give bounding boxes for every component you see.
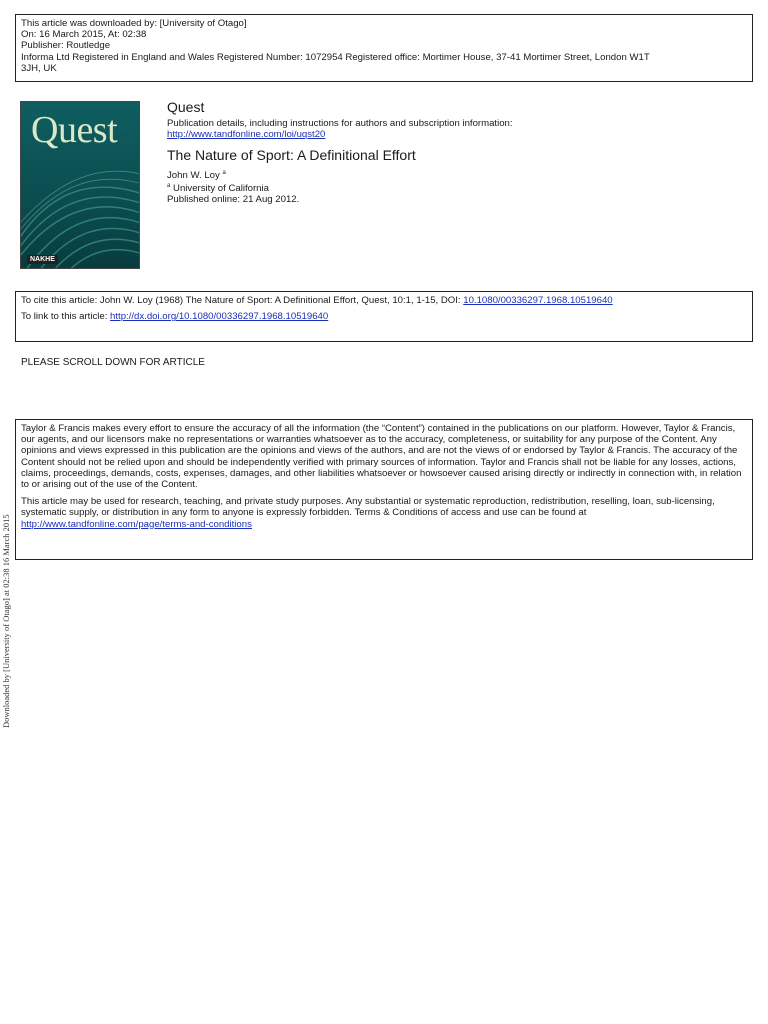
article-title: The Nature of Sport: A Definitional Effort: [167, 147, 416, 163]
doi-link[interactable]: 10.1080/00336297.1968.10519640: [463, 295, 613, 306]
citation-box: [15, 291, 753, 342]
download-line-3: Publisher: Routledge: [21, 40, 111, 52]
download-line-4: Informa Ltd Registered in England and Wales Registered Number: 1072954 Registered office: Mortimer House, 37-41 Mortimer Street, London W1T: [21, 51, 650, 63]
published-date: Published online: 21 Aug 2012.: [167, 194, 300, 205]
author-superscript: a: [222, 170, 226, 176]
affiliation-line: [167, 181, 737, 194]
disclaimer-box: [15, 419, 753, 560]
cover-title: Quest: [31, 109, 118, 151]
article-url-link[interactable]: http://dx.doi.org/10.1080/00336297.1968.10519640: [110, 311, 329, 323]
journal-link[interactable]: http://www.tandfonline.com/loi/uqst20: [167, 129, 326, 140]
cite-text: To cite this article: John W. Loy (1968) The Nature of Sport: A Definitional Effort, Quest, 10:1, 1-15, DOI:: [21, 295, 464, 306]
download-line-1: This article was downloaded by: [University of Otago]: [21, 18, 247, 29]
journal-name: Quest: [167, 99, 205, 115]
scroll-down-note: PLEASE SCROLL DOWN FOR ARTICLE: [21, 357, 205, 368]
journal-cover-image: [20, 101, 140, 269]
disclaimer-paragraph-2-text: This article may be used for research, teaching, and private study purposes. Any substantial or systematic reproduction, redistribution, reselling, loan, sub-licensing, systematic supply, or distribution in any form to anyone is expressly forbidden. Terms & Conditions of access and use can be found at: [21, 496, 715, 519]
disclaimer-paragraph-1: Taylor & Francis makes every effort to ensure the accuracy of all the information (the “Content”) contained in the publications on our platform. However, Taylor & Francis, our agents, and our licensors make no representations or warranties whatsoever as to the accuracy, completeness, or suitability for any purpose of the Content. Any opinions and views expressed in this publication are the opinions and views of the authors, and are not the views of or endorsed by Taylor & Francis. The accuracy of the Content should not be relied upon and should be independently verified with primary sources of information. Taylor and Francis shall not be liable for any losses, actions, claims, proceedings, demands, costs, expenses, damages, and other liabilities whatsoever or howsoever caused arising directly or indirectly in connection with, in relation to or arising out of the use of the Content.: [21, 423, 742, 491]
download-line-5: 3JH, UK: [21, 62, 57, 74]
cover-publisher-logo: NAKHE: [27, 255, 58, 264]
terms-link[interactable]: http://www.tandfonline.com/page/terms-and-conditions: [21, 518, 252, 530]
cite-line: [21, 295, 747, 306]
article-header: [167, 99, 737, 205]
affiliation-superscript: a: [167, 183, 171, 189]
download-info-box: [15, 14, 753, 82]
link-label: To link to this article:: [21, 311, 111, 323]
disclaimer-paragraph-2: [21, 496, 747, 530]
link-line: [21, 311, 747, 322]
side-download-stamp: Downloaded by [University of Otago] at 02:38 16 March 2015: [1, 514, 11, 728]
affiliation: University of California: [173, 183, 269, 194]
author-line: [167, 168, 737, 181]
download-line-2: On: 16 March 2015, At: 02:38: [21, 29, 147, 41]
author-name: John W. Loy: [167, 170, 220, 181]
publication-details: Publication details, including instructions for authors and subscription information:: [167, 118, 513, 129]
